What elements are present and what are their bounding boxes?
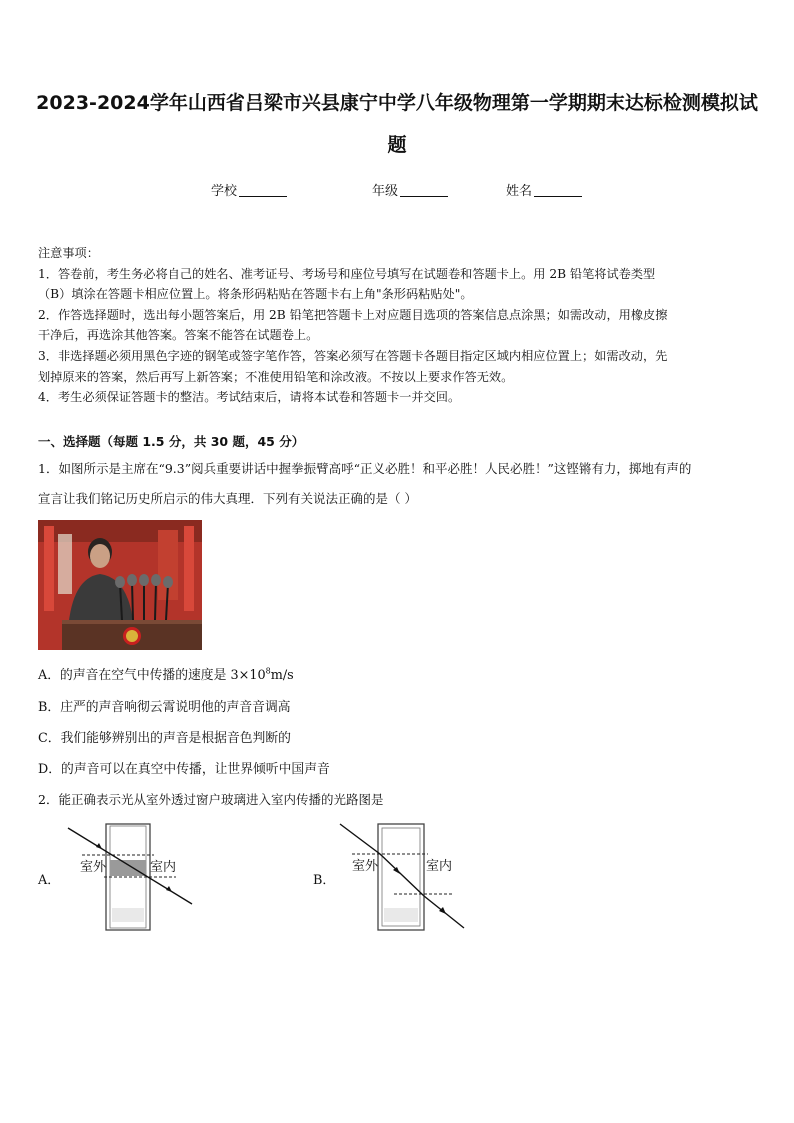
name-label: 姓名 — [506, 184, 533, 199]
school-field — [211, 180, 287, 199]
notes-line: 2．作答选择题时，选出每小题答案后，用 2B 铅笔把答题卡上对应题目选项的答案信息点涂黑；如需改动，用橡皮擦 — [38, 307, 668, 322]
notes-line: 划掉原来的答案，然后再写上新答案；不准使用铅笔和涂改液。不按以上要求作答无效。 — [38, 369, 514, 384]
q2-option-b-label[interactable]: B． — [313, 873, 336, 888]
speech-photo-illustration — [38, 520, 202, 650]
grade-blank — [400, 183, 448, 197]
q2-stem: 2．能正确表示光从室外透过窗户玻璃进入室内传播的光路图是 — [38, 792, 384, 807]
q1-stem-line2: 宣言让我们铭记历史所启示的伟大真理．下列有关说法正确的是（ ） — [38, 491, 417, 506]
section-heading: 一、选择题（每题 1.5 分，共 30 题，45 分） — [38, 434, 305, 449]
q1-option-a-unit: m/s — [270, 668, 294, 683]
light-path-diagram-a — [62, 822, 200, 934]
speech-photo — [38, 520, 202, 650]
q2-diagram-a — [62, 822, 200, 934]
q1-option-a-text: A．的声音在空气中传播的速度是 3×10 — [38, 668, 266, 683]
page-title-line2: 题 — [387, 134, 407, 156]
q1-option-d[interactable]: D．的声音可以在真空中传播，让世界倾听中国声音 — [38, 762, 330, 777]
q2-b-inside-label: 室内 — [426, 859, 453, 874]
q1-option-c[interactable]: C．我们能够辨别出的声音是根据音色判断的 — [38, 731, 291, 746]
q1-option-a-exponent: 8 — [265, 666, 271, 676]
notes-line: 4．考生必须保证答题卡的整洁。考试结束后，请将本试卷和答题卡一并交回。 — [38, 390, 461, 405]
grade-field — [372, 180, 448, 199]
q2-a-inside-label: 室内 — [150, 860, 177, 875]
grade-label: 年级 — [372, 184, 399, 199]
page-title-line1: 2023-2024学年山西省吕梁市兴县康宁中学八年级物理第一学期期末达标检测模拟试 — [36, 92, 758, 114]
name-blank — [534, 183, 582, 197]
q1-stem-line1: 1．如图所示是主席在“9.3”阅兵重要讲话中握拳振臂高呼“正义必胜！和平必胜！人民必胜！”这铿锵有力，掷地有声的 — [38, 461, 692, 476]
q1-option-b[interactable]: B．庄严的声音响彻云霄说明他的声音音调高 — [38, 700, 291, 715]
q1-option-a[interactable] — [38, 664, 294, 683]
light-path-diagram-b — [336, 822, 468, 934]
q2-b-outside-label: 室外 — [352, 859, 379, 874]
notes-heading: 注意事项： — [38, 246, 99, 260]
school-label: 学校 — [211, 184, 238, 199]
q2-option-a-label[interactable]: A． — [38, 873, 61, 888]
notes-line: （B）填涂在答题卡相应位置上。将条形码粘贴在答题卡右上角"条形码粘贴处"。 — [38, 287, 473, 302]
school-blank — [239, 183, 287, 197]
notes-line: 1．答卷前，考生务必将自己的姓名、准考证号、考场号和座位号填写在试题卷和答题卡上。用 2B 铅笔将试卷类型 — [38, 266, 656, 281]
notes-line: 干净后，再选涂其他答案。答案不能答在试题卷上。 — [38, 328, 319, 343]
notes-line: 3．非选择题必须用黑色字迹的钢笔或签字笔作答，答案必须写在答题卡各题目指定区域内相应位置上；如需改动，先 — [38, 348, 668, 363]
q2-a-outside-label: 室外 — [80, 860, 107, 875]
notes-block — [38, 243, 760, 408]
name-field — [506, 180, 582, 199]
q2-diagram-b — [336, 822, 468, 934]
